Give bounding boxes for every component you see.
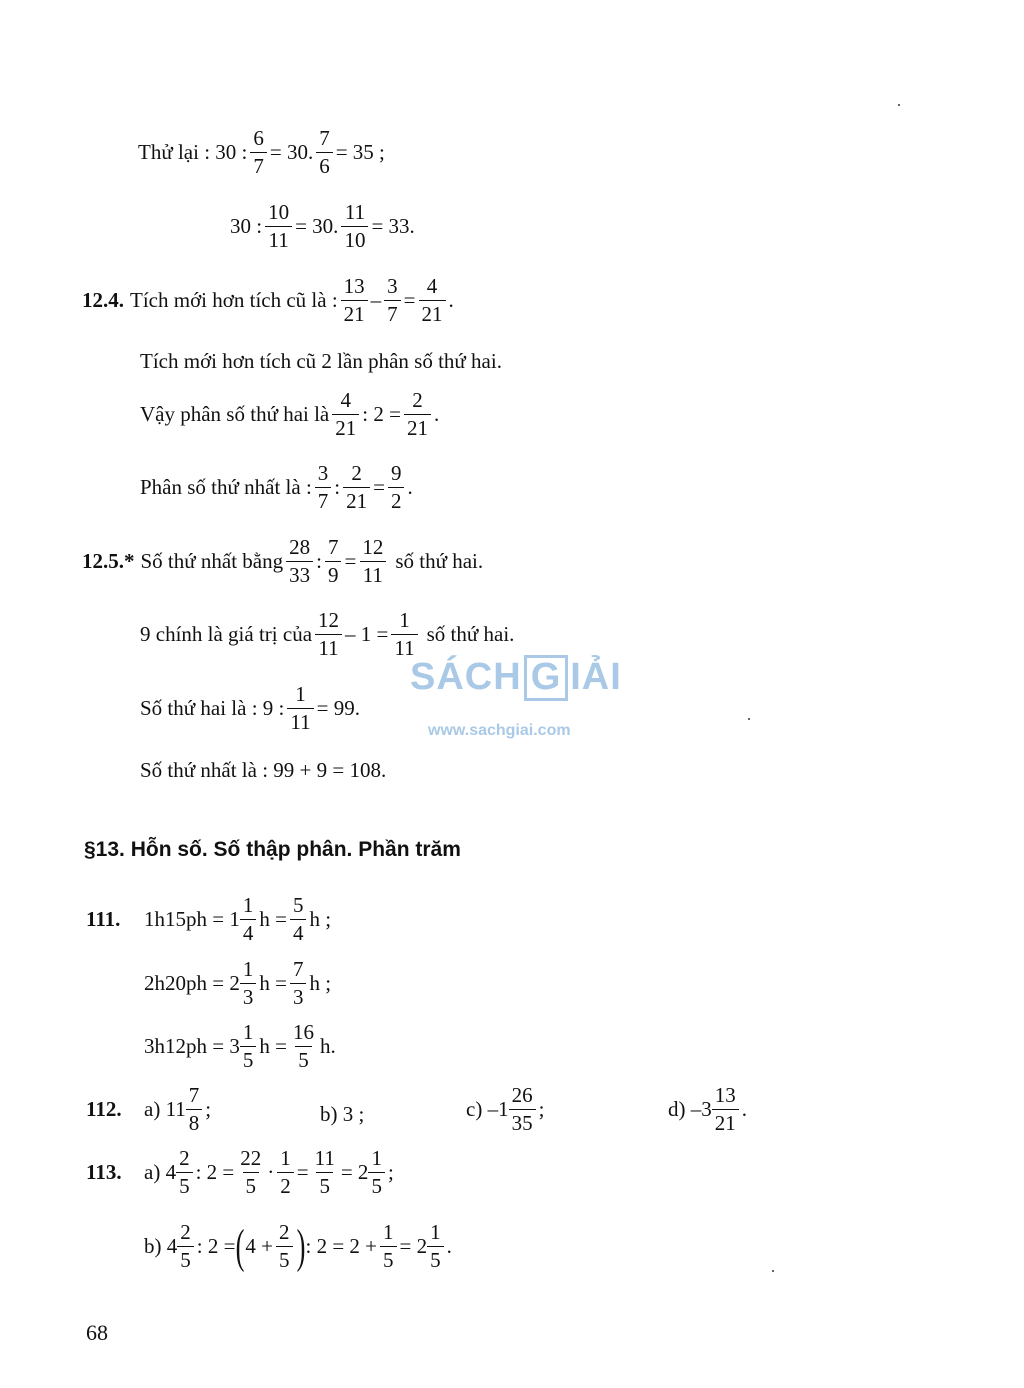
watermark-logo: SÁCH G IẢI xyxy=(410,655,622,701)
fraction: $\frac{2}{21}$ xyxy=(404,390,431,439)
check-line-2: 30 : $\frac{10}{11}$ = 30. $\frac{11}{10}$ = 33. xyxy=(230,200,415,252)
page-number: 68 xyxy=(86,1320,108,1345)
fraction: $\frac{2}{5}$ xyxy=(176,1148,193,1197)
fraction: $\frac{12}{11}$ xyxy=(315,610,342,659)
problem-113-line-b: b) 4 $\frac{2}{5}$ : 2 = ( 4 + $\frac{2}{5}$ ) : 2 = 2 + $\frac{1}{5}$ = 2 $\frac{1}{5}$ . xyxy=(144,1219,452,1273)
fraction: $\frac{28}{33}$ xyxy=(286,537,313,586)
problem-111-line-1: 111. 1h15ph = 1 $\frac{1}{4}$ h = $\frac{5}{4}$ h ; xyxy=(86,893,332,945)
problem-112-b: b) 3 ; xyxy=(320,1101,365,1126)
problem-111-line-2: 2h20ph = 2 $\frac{1}{3}$ h = $\frac{7}{3}$ h ; xyxy=(144,957,332,1009)
fraction: $\frac{10}{11}$ xyxy=(265,202,292,251)
fraction: $\frac{11}{5}$ xyxy=(314,1146,335,1198)
problem-12-5-line-3: Số thứ hai là : 9 : $\frac{1}{11}$ = 99. xyxy=(140,682,360,734)
problem-label: 111. xyxy=(86,907,121,931)
problem-12-5-line-1: 12.5.* Số thứ nhất bằng $\frac{28}{33}$ : $\frac{7}{9}$ = $\frac{12}{11}$ số thứ hai. xyxy=(82,535,484,587)
section-title: §13. Hỗn số. Số thập phân. Phần trăm xyxy=(84,838,461,861)
fraction: $\frac{26}{35}$ xyxy=(509,1085,536,1134)
fraction: $\frac{1}{2}$ xyxy=(277,1148,294,1197)
fraction: $\frac{9}{2}$ xyxy=(388,463,405,512)
fraction: $\frac{1}{5}$ xyxy=(368,1148,385,1197)
problem-12-5-line-4: Số thứ nhất là : 99 + 9 = 108. xyxy=(140,758,387,782)
fraction: $\frac{2}{5}$ xyxy=(177,1222,194,1271)
fraction: $\frac{1}{5}$ xyxy=(380,1222,397,1271)
fraction: $\frac{13}{21}$ xyxy=(341,276,368,325)
problem-label: 12.5.* xyxy=(82,549,135,573)
problem-111-line-3: 3h12ph = 3 $\frac{1}{5}$ h = $\frac{16}{5}$ h. xyxy=(144,1020,336,1072)
fraction: $\frac{1}{3}$ xyxy=(240,959,257,1008)
problem-label: 112. xyxy=(86,1097,122,1121)
check-1-prefix: Thử lại : 30 : xyxy=(138,140,248,164)
fraction: $\frac{7}{9}$ xyxy=(325,537,342,586)
fraction: $\frac{4}{21}$ xyxy=(332,390,359,439)
fraction: $\frac{4}{21}$ xyxy=(419,276,446,325)
problem-112-c: c) –1 $\frac{26}{35}$ ; xyxy=(466,1083,545,1135)
problem-12-4-line-2: Tích mới hơn tích cũ 2 lần phân số thứ hai. xyxy=(140,349,502,373)
fraction: $\frac{13}{21}$ xyxy=(712,1085,739,1134)
scan-speck xyxy=(772,1270,774,1272)
problem-12-4-line-3: Vậy phân số thứ hai là $\frac{4}{21}$ : 2 = $\frac{2}{21}$ . xyxy=(140,388,440,440)
left-parenthesis: ( xyxy=(236,1219,245,1273)
fraction: $\frac{1}{4}$ xyxy=(240,895,257,944)
right-parenthesis: ) xyxy=(296,1219,305,1273)
watermark-url: www.sachgiai.com xyxy=(428,722,571,739)
fraction: $\frac{22}{5}$ xyxy=(240,1146,262,1198)
fraction: $\frac{11}{10}$ xyxy=(341,202,368,251)
scan-speck xyxy=(898,104,900,106)
fraction: $\frac{7}{6}$ xyxy=(316,128,333,177)
problem-112-d: d) –3 $\frac{13}{21}$ . xyxy=(668,1083,747,1135)
problem-label: 12.4. xyxy=(82,288,124,312)
problem-label: 113. xyxy=(86,1160,122,1184)
problem-112-label-line: 112. a) 11 $\frac{7}{8}$ ; xyxy=(86,1083,212,1135)
fraction: $\frac{1}{11}$ xyxy=(287,684,313,733)
fraction: $\frac{6}{7}$ xyxy=(250,128,267,177)
fraction: $\frac{2}{5}$ xyxy=(276,1222,293,1271)
fraction: $\frac{16}{5}$ xyxy=(292,1020,314,1072)
fraction: $\frac{3}{7}$ xyxy=(315,463,332,512)
fraction: $\frac{7}{8}$ xyxy=(186,1085,203,1134)
problem-12-4-line-4: Phân số thứ nhất là : $\frac{3}{7}$ : $\frac{2}{21}$ = $\frac{9}{2}$ . xyxy=(140,461,413,513)
fraction: $\frac{1}{11}$ xyxy=(391,610,417,659)
fraction: $\frac{5}{4}$ xyxy=(290,895,307,944)
problem-12-5-line-2: 9 chính là giá trị của $\frac{12}{11}$ – 1 = $\frac{1}{11}$ số thứ hai. xyxy=(140,608,515,660)
fraction: $\frac{1}{5}$ xyxy=(427,1222,444,1271)
scan-speck xyxy=(748,718,750,720)
fraction: $\frac{2}{21}$ xyxy=(343,463,370,512)
check-line-1: Thử lại : 30 : $\frac{6}{7}$ = 30. $\frac{7}{6}$ = 35 ; xyxy=(138,126,385,178)
fraction: $\frac{7}{3}$ xyxy=(290,959,307,1008)
fraction: $\frac{1}{5}$ xyxy=(240,1022,257,1071)
fraction: $\frac{12}{11}$ xyxy=(359,537,386,586)
problem-12-4-line-1: 12.4. Tích mới hơn tích cũ là : $\frac{13}{21}$ – $\frac{3}{7}$ = $\frac{4}{21}$ . xyxy=(82,274,454,326)
problem-113-line-a: 113. a) 4 $\frac{2}{5}$ : 2 = $\frac{22}{5}$ · $\frac{1}{2}$ = $\frac{11}{5}$ = 2 $\frac{1}{5}$ ; xyxy=(86,1146,394,1198)
fraction: $\frac{3}{7}$ xyxy=(384,276,401,325)
